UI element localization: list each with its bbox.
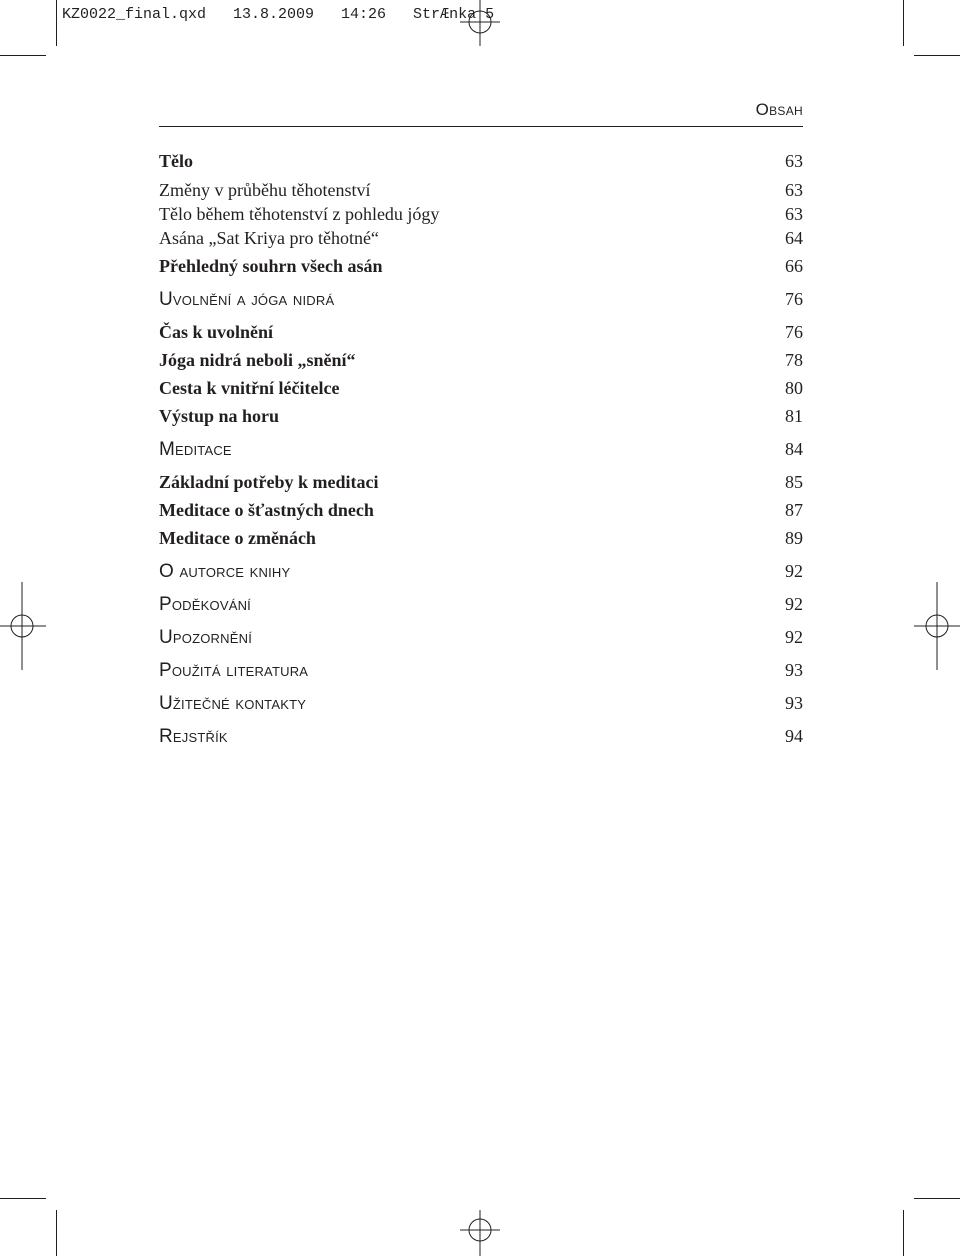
toc-entry [159, 438, 803, 461]
toc-entry [159, 593, 803, 616]
toc-entry-title: Čas k uvolnění [159, 322, 274, 342]
toc-entry-title: Uvolnění a jóga nidrá [159, 289, 335, 310]
toc-entry-title: Jóga nidrá neboli „snění“ [159, 350, 356, 370]
toc-entry-title: Cesta k vnitřní léčitelce [159, 378, 340, 398]
toc-entry [159, 692, 803, 715]
toc-entry-page: 93 [785, 693, 803, 713]
toc-entry-page: 92 [785, 594, 803, 614]
toc-entry-title: Tělo během těhotenství z pohledu jógy [159, 204, 440, 224]
crop-mark-top-left-v [56, 0, 57, 46]
toc-entry-page: 81 [785, 406, 803, 426]
toc-entry [159, 499, 803, 521]
toc-entry [159, 150, 803, 172]
toc-entry [159, 527, 803, 549]
toc-entry-page: 66 [785, 256, 803, 276]
toc-entry-page: 87 [785, 500, 803, 520]
toc-entry-title: Upozornění [159, 627, 253, 648]
crop-mark-top-right-v [903, 0, 904, 46]
toc-entry [159, 227, 803, 249]
toc-entry-page: 63 [785, 204, 803, 224]
toc-entry-page: 76 [785, 289, 803, 309]
toc-entry-page: 84 [785, 439, 803, 459]
toc-entry-page: 78 [785, 350, 803, 370]
toc-entry [159, 349, 803, 371]
section-header-label: Obsah [755, 100, 803, 119]
toc-entry [159, 725, 803, 748]
registration-mark-top [460, 0, 500, 48]
toc-entry-title: Tělo [159, 151, 193, 171]
toc-entry-title: O autorce knihy [159, 561, 291, 582]
toc-entry-page: 80 [785, 378, 803, 398]
toc-entry [159, 179, 803, 201]
toc-entry [159, 405, 803, 427]
toc-entry-title: Meditace o šťastných dnech [159, 500, 374, 520]
crop-mark-bottom-left-h [0, 1198, 46, 1199]
toc-entry-title: Výstup na horu [159, 406, 280, 426]
toc-entry [159, 560, 803, 583]
toc-entry-title: Užitečné kontakty [159, 693, 307, 714]
toc-entry-title: Rejstřík [159, 726, 228, 747]
toc-entry-page: 63 [785, 151, 803, 171]
toc-entry-page: 92 [785, 627, 803, 647]
toc-entry [159, 321, 803, 343]
header-rule [159, 126, 803, 127]
toc-entry-title: Poděkování [159, 594, 251, 615]
toc-entry-page: 63 [785, 180, 803, 200]
toc-entry [159, 659, 803, 682]
toc-entry-page: 92 [785, 561, 803, 581]
toc-entry [159, 377, 803, 399]
toc-entry [159, 288, 803, 311]
registration-mark-bottom [460, 1210, 500, 1256]
toc-entry [159, 471, 803, 493]
toc-entry-page: 94 [785, 726, 803, 746]
crop-mark-bottom-right-h [914, 1198, 960, 1199]
crop-mark-top-left-h [0, 55, 46, 56]
toc-entry [159, 203, 803, 225]
crop-mark-top-right-h [914, 55, 960, 56]
toc-entry-page: 76 [785, 322, 803, 342]
toc-entry [159, 255, 803, 277]
toc-entry [159, 626, 803, 649]
toc-entry-page: 93 [785, 660, 803, 680]
toc-entry-title: Změny v průběhu těhotenství [159, 180, 371, 200]
toc-entry-page: 64 [785, 228, 803, 248]
toc-entry-page: 85 [785, 472, 803, 492]
registration-mark-left [0, 582, 48, 670]
print-slug: KZ0022_final.qxd 13.8.2009 14:26 StrÆnka 5 [62, 6, 495, 23]
toc-entry-title: Základní potřeby k meditaci [159, 472, 379, 492]
toc-entry-page: 89 [785, 528, 803, 548]
toc-entry-title: Asána „Sat Kriya pro těhotné“ [159, 228, 379, 248]
crop-mark-bottom-left-v [56, 1210, 57, 1256]
registration-mark-right [912, 582, 960, 670]
crop-mark-bottom-right-v [903, 1210, 904, 1256]
toc-entry-title: Použitá literatura [159, 660, 309, 681]
toc-entry-title: Meditace [159, 439, 232, 460]
toc-entry-title: Meditace o změnách [159, 528, 316, 548]
toc-entry-title: Přehledný souhrn všech asán [159, 256, 383, 276]
